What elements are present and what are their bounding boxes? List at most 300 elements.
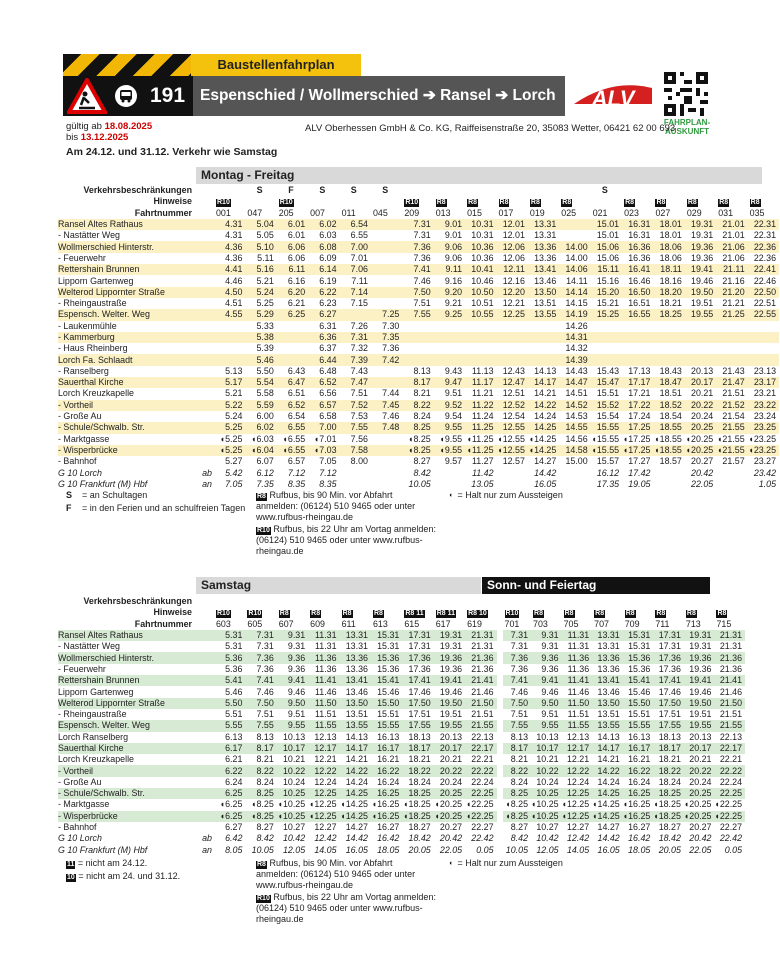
stop-marker [196, 309, 214, 320]
departure-time: 22.50 [748, 287, 779, 298]
legend2-r10: Rufbus, bis 22 Uhr am Vortag anmelden: (06124) 510 9465 oder unter www.rufbus-rheingau.de [256, 892, 436, 924]
saturday-title: Samstag [196, 577, 481, 594]
departure-time: 6.43 [287, 365, 306, 376]
stop-marker [196, 343, 214, 354]
departure-time: 17.24 [628, 411, 651, 422]
departure-time: 9.46 [287, 686, 306, 697]
departure-time: 10.51 [471, 298, 494, 309]
departure-time: 10.05 [251, 844, 274, 855]
departure-time: 15.43 [596, 365, 620, 376]
stop-marker [196, 298, 214, 309]
departure-time: 8.42 [256, 833, 274, 844]
stop-marker [196, 686, 214, 697]
legend2-r8: Rufbus, bis 90 Min. vor Abfahrt anmelden: (06124) 510 9465 oder unter www.rufbus-rheingau.de [256, 858, 416, 890]
departure-time: 18.21 [658, 754, 681, 765]
departure-time [716, 467, 747, 478]
stop-marker [196, 698, 214, 709]
trip-number: 045 [372, 207, 388, 218]
departure-time: 13.05 [471, 478, 494, 489]
departure-time: ◖17.25 [622, 433, 651, 444]
hint [716, 196, 747, 207]
stop-name: - Marktgasse [58, 433, 110, 444]
hint-badge: R8 [564, 610, 574, 618]
sunday-title: Sonn- und Feiertag [482, 577, 710, 594]
stop-name: Welterod Lippornter Straße [58, 698, 196, 709]
table-row [58, 811, 745, 822]
stop-marker [196, 321, 214, 332]
table-row [58, 765, 745, 776]
stop-name: - Marktgasse [58, 799, 110, 810]
departure-time: 22.24 [471, 776, 494, 787]
departure-time: 20.21 [691, 388, 714, 399]
departure-time: ◖6.04 [245, 445, 276, 456]
hint-badge: R8 [595, 610, 605, 618]
departure-time: 15.16 [596, 275, 620, 286]
departure-time: 12.51 [502, 388, 525, 399]
stop-name: Sauerthal Kirche [58, 743, 196, 754]
departure-time: 7.05 [225, 478, 243, 489]
stop-name: Lipporn Gartenweg [58, 275, 134, 286]
departure-time: ◖6.55 [282, 433, 306, 444]
restriction: S [601, 185, 608, 196]
departure-time: 7.51 [256, 709, 274, 720]
departure-time: 21.51 [722, 388, 745, 399]
departure-time: 8.25 [503, 788, 532, 799]
departure-time: 6.58 [319, 411, 337, 422]
stop-name: Ransel Altes Rathaus [58, 219, 196, 230]
trip-number: 035 [749, 207, 765, 218]
departure-time: 21.36 [714, 652, 745, 663]
departure-time: 6.02 [245, 422, 276, 433]
departure-time: 11.55 [562, 720, 593, 731]
hint [371, 196, 402, 207]
stop-marker [196, 630, 214, 641]
departure-time: 12.43 [502, 365, 525, 376]
departure-time: 18.17 [402, 743, 433, 754]
departure-time: 12.27 [566, 822, 590, 833]
stop-name: - Bahnhof [58, 456, 97, 467]
hint [402, 607, 433, 618]
departure-time: ◖17.25 [622, 445, 653, 456]
departure-time: 20.25 [684, 788, 715, 799]
departure-time: 14.52 [559, 400, 590, 411]
departure-time: 10.36 [465, 241, 496, 252]
qr-code[interactable] [664, 72, 708, 116]
departure-time: 11.17 [465, 377, 496, 388]
departure-time [371, 467, 402, 478]
departure-time: 15.57 [596, 456, 620, 467]
departure-time: 18.54 [659, 411, 682, 422]
trip-number: 019 [529, 207, 545, 218]
departure-time: 12.17 [308, 743, 339, 754]
departure-time: 22.05 [439, 844, 463, 855]
hint-badge: R8 [686, 610, 696, 618]
departure-time: 6.25 [214, 788, 245, 799]
departure-time [434, 332, 465, 343]
departure-time: 14.24 [534, 411, 557, 422]
departure-time: 8.27 [413, 456, 431, 467]
departure-time: ◖20.25 [685, 433, 714, 444]
trip-number: 021 [592, 207, 608, 218]
departure-time: 22.36 [753, 252, 777, 263]
stop-marker [196, 275, 214, 286]
departure-time: 16.50 [622, 287, 653, 298]
departure-time: 7.43 [350, 365, 368, 376]
departure-time: 14.21 [597, 754, 620, 765]
departure-time: 18.20 [653, 287, 684, 298]
hint [277, 196, 308, 207]
departure-time: 7.11 [351, 275, 368, 286]
legend-n10: = nicht am 24. und 31.12. [78, 871, 181, 881]
departure-time: 18.57 [659, 456, 682, 467]
departure-time: 15.21 [596, 298, 620, 309]
departure-time: ◖5.25 [219, 433, 243, 444]
departure-time: 9.50 [531, 698, 562, 709]
departure-time: 17.50 [402, 698, 433, 709]
departure-time [371, 456, 402, 467]
departure-time: 7.31 [340, 332, 371, 343]
hint [340, 607, 371, 618]
stop-name: - Große Au [58, 411, 102, 422]
table-row [58, 332, 779, 343]
stop-marker [196, 456, 214, 467]
departure-time: 17.41 [653, 675, 684, 686]
table-row [58, 664, 745, 675]
cell [196, 607, 214, 618]
hint-badge: R10 [279, 199, 293, 207]
departure-time: 11.50 [562, 698, 593, 709]
departure-time: 20.42 [691, 467, 714, 478]
departure-time: 12.11 [497, 264, 528, 275]
departure-time: 13.36 [340, 652, 371, 663]
stop-marker [196, 732, 214, 743]
departure-time: 21.50 [465, 698, 496, 709]
departure-time: 19.50 [685, 287, 716, 298]
departure-time: ◖16.25 [623, 811, 654, 822]
stop-marker [196, 777, 214, 788]
departure-time: 9.43 [444, 365, 463, 376]
departure-time: 7.31 [245, 630, 276, 641]
departure-time: 14.25 [592, 788, 623, 799]
departure-time: 7.36 [256, 663, 274, 674]
departure-time: 14.56 [565, 433, 588, 444]
stop-name: Wollmerschied Hinterstr. [58, 241, 196, 252]
departure-time: 6.02 [308, 219, 339, 230]
cell [196, 596, 214, 607]
table-row [58, 377, 779, 388]
table-row [58, 275, 779, 286]
departure-time [528, 321, 559, 332]
departure-time: 22.13 [719, 731, 743, 742]
departure-time: 22.21 [471, 754, 494, 765]
departure-time: 17.21 [628, 388, 651, 399]
departure-time: 10.42 [282, 833, 306, 844]
trip-number: 711 [655, 618, 670, 629]
departure-time: 18.22 [653, 765, 684, 776]
departure-time: 21.31 [714, 630, 745, 641]
stop-marker [196, 354, 214, 365]
departure-time: 8.42 [413, 467, 431, 478]
departure-time: 19.46 [691, 275, 714, 286]
departure-time: 16.51 [628, 298, 651, 309]
departure-time: 13.46 [345, 686, 368, 697]
departure-time: ◖20.25 [683, 799, 712, 810]
departure-time: 12.13 [566, 731, 590, 742]
departure-time: 20.13 [439, 731, 463, 742]
departure-time: 22.41 [748, 264, 779, 275]
stop-name: - Feuerwehr [58, 663, 106, 674]
departure-time: 14.55 [559, 422, 590, 433]
table-row [58, 264, 779, 275]
departure-time: 12.52 [497, 400, 528, 411]
departure-time: 15.50 [623, 698, 654, 709]
departure-time: 18.13 [408, 731, 431, 742]
departure-time [622, 354, 653, 365]
departure-time: ◖8.25 [251, 799, 274, 810]
valid-to: 13.12.2025 [80, 132, 129, 143]
departure-time: 5.58 [256, 388, 274, 399]
trip-number: 007 [310, 207, 325, 218]
departure-time [497, 479, 528, 490]
departure-time: 19.31 [439, 641, 463, 652]
departure-time: 16.27 [377, 822, 400, 833]
departure-time: 7.36 [413, 252, 431, 263]
departure-time: 21.57 [722, 456, 745, 467]
departure-time: 7.45 [371, 400, 402, 411]
hint-badge: R10 [405, 199, 419, 207]
departure-time: ◖8.25 [402, 445, 433, 456]
departure-time: 17.46 [658, 686, 681, 697]
departure-time: ◖15.55 [591, 445, 622, 456]
departure-time: 14.25 [340, 788, 371, 799]
departure-time: 7.25 [371, 309, 402, 320]
departure-time: 14.13 [597, 731, 620, 742]
departure-time: 5.59 [245, 400, 276, 411]
hint-badge: R10 [217, 199, 230, 207]
departure-time: 19.31 [691, 230, 714, 241]
departure-time: 15.11 [591, 264, 622, 275]
departure-time: 16.21 [377, 754, 400, 765]
departure-time: 17.36 [402, 652, 433, 663]
departure-time: 13.50 [340, 698, 371, 709]
departure-time: 12.20 [497, 287, 528, 298]
departure-time: 12.47 [497, 377, 528, 388]
hint [308, 607, 339, 618]
departure-time [371, 219, 402, 230]
legend-s: = an Schultagen [82, 490, 148, 500]
trip-number: 619 [467, 618, 482, 629]
roadworks-sign-icon [67, 78, 107, 114]
departure-time: ◖14.25 [592, 799, 620, 810]
stop-name: - Rheingaustraße [58, 709, 127, 720]
departure-time: 7.41 [402, 264, 433, 275]
table-row [58, 652, 745, 663]
restriction [653, 185, 684, 196]
departure-time: 22.51 [753, 298, 777, 309]
departure-time [591, 332, 622, 343]
departure-time: 7.55 [340, 422, 371, 433]
departure-time: 18.06 [659, 252, 682, 263]
departure-time: 12.24 [314, 776, 337, 787]
departure-time: ◖11.25 [465, 445, 496, 456]
hint [497, 196, 528, 207]
departure-time: 21.41 [714, 675, 745, 686]
departure-time: 6.00 [256, 411, 274, 422]
departure-time: 6.09 [319, 252, 337, 263]
departure-time: 5.33 [256, 320, 274, 331]
departure-time: 22.27 [719, 822, 743, 833]
departure-time: 5.50 [256, 365, 274, 376]
cell [371, 596, 402, 607]
departure-time [371, 230, 402, 241]
departure-time: 5.46 [245, 354, 276, 365]
departure-time: ◖15.55 [591, 433, 620, 444]
departure-time: 8.17 [503, 743, 532, 754]
table-row [58, 388, 779, 399]
trip-number: 615 [404, 618, 420, 629]
departure-time: 5.24 [245, 287, 276, 298]
departure-time: 10.17 [531, 743, 562, 754]
departure-time: 7.50 [503, 698, 532, 709]
departure-time: 11.46 [567, 686, 590, 697]
departure-time: 9.57 [444, 456, 463, 467]
departure-time [559, 219, 590, 230]
departure-time: 11.36 [567, 663, 590, 674]
departure-time: 21.43 [722, 365, 745, 376]
departure-time: ◖12.25 [561, 799, 590, 810]
departure-time: 6.03 [319, 230, 337, 241]
departure-time: 16.22 [623, 765, 654, 776]
stop-name: Rettershain Brunnen [58, 264, 196, 275]
departure-time: 13.36 [534, 252, 557, 263]
departure-time: 8.24 [510, 776, 529, 787]
departure-time: 4.50 [214, 287, 245, 298]
holiday-note: Am 24.12. und 31.12. Verkehr wie Samstag [66, 146, 278, 158]
departure-time [653, 343, 684, 354]
departure-time: 6.11 [277, 264, 308, 275]
restriction: S [382, 185, 389, 196]
departure-time: 17.17 [622, 377, 653, 388]
legend2-halt: = Halt nur zum Aussteigen [457, 858, 563, 868]
departure-time: 22.42 [471, 833, 494, 844]
departure-time: 9.36 [541, 663, 559, 674]
hint-badge: R8 [436, 199, 446, 207]
departure-time: 14.14 [559, 287, 590, 298]
stop-marker [196, 388, 214, 399]
departure-time: 14.13 [534, 365, 557, 376]
cell [245, 596, 276, 607]
cell [277, 596, 308, 607]
departure-time: 19.41 [434, 675, 465, 686]
departure-time: 17.35 [596, 478, 620, 489]
stop-name: - Vortheil [58, 765, 196, 776]
stop-marker [196, 264, 214, 275]
departure-time: ◖6.25 [214, 811, 245, 822]
departure-time: 7.01 [350, 252, 368, 263]
departure-time: 10.50 [465, 287, 496, 298]
departure-time: 13.55 [528, 309, 559, 320]
departure-time: 10.25 [531, 788, 562, 799]
departure-time: ◖21.55 [717, 433, 745, 444]
departure-time: 22.46 [753, 275, 777, 286]
departure-time [497, 343, 528, 354]
departure-time: 17.55 [402, 720, 433, 731]
departure-time: 6.08 [308, 241, 339, 252]
departure-time: 19.36 [691, 252, 714, 263]
trip-number: 609 [310, 618, 325, 629]
departure-time: ◖22.25 [714, 811, 745, 822]
departure-time [434, 479, 465, 490]
departure-time [653, 332, 684, 343]
trip-number: 617 [435, 618, 451, 629]
departure-time [402, 332, 433, 343]
departure-time: ◖8.25 [245, 811, 276, 822]
departure-time: 14.15 [565, 298, 588, 309]
departure-time: 8.25 [245, 788, 276, 799]
departure-time: 16.42 [377, 833, 400, 844]
departure-time: 22.22 [714, 765, 745, 776]
hint [245, 607, 276, 618]
departure-time: ◖23.25 [748, 445, 779, 456]
stop-marker [196, 765, 214, 776]
departure-time: 6.57 [308, 400, 339, 411]
table-row [58, 219, 779, 230]
departure-time: 18.16 [659, 275, 682, 286]
departure-time: 7.35 [256, 478, 274, 489]
departure-time: 13.31 [340, 630, 371, 641]
hint [592, 607, 623, 618]
restriction [622, 185, 653, 196]
departure-time: 8.13 [413, 365, 431, 376]
departure-time: 16.41 [622, 264, 653, 275]
departure-time: 6.56 [319, 388, 337, 399]
departure-time: 16.31 [628, 230, 651, 241]
departure-time: 14.53 [565, 411, 588, 422]
departure-time: ◖8.25 [408, 433, 431, 444]
departure-time: 23.27 [753, 456, 777, 467]
departure-time [497, 332, 528, 343]
table-row [58, 230, 779, 241]
departure-time: 17.41 [402, 675, 433, 686]
departure-time: 15.31 [623, 630, 654, 641]
departure-time: 19.36 [434, 652, 465, 663]
departure-time: 6.23 [319, 298, 337, 309]
departure-time: ◖22.25 [465, 799, 494, 810]
departure-time [497, 467, 528, 478]
departure-time: 17.42 [628, 467, 651, 478]
stop-name: Espensch. Welter. Weg [58, 309, 196, 320]
departure-time [653, 354, 684, 365]
departure-time: 15.46 [628, 686, 651, 697]
departure-time: 7.47 [340, 377, 371, 388]
departure-time: 19.36 [685, 241, 716, 252]
departure-time: 7.36 [503, 652, 532, 663]
departure-time: 18.42 [408, 833, 431, 844]
departure-time: 22.27 [471, 822, 494, 833]
cell [196, 619, 214, 630]
departure-time [371, 298, 402, 309]
departure-time: 10.17 [277, 743, 308, 754]
departure-time: 15.00 [565, 456, 588, 467]
stop-name: Lorch Kreuzkapelle [58, 754, 134, 765]
table-row [58, 400, 779, 411]
departure-time: 9.55 [531, 720, 562, 731]
cell [503, 596, 532, 607]
departure-time: 15.54 [596, 411, 620, 422]
departure-time: 20.05 [658, 844, 681, 855]
departure-time: 4.46 [225, 275, 243, 286]
restriction [497, 185, 528, 196]
